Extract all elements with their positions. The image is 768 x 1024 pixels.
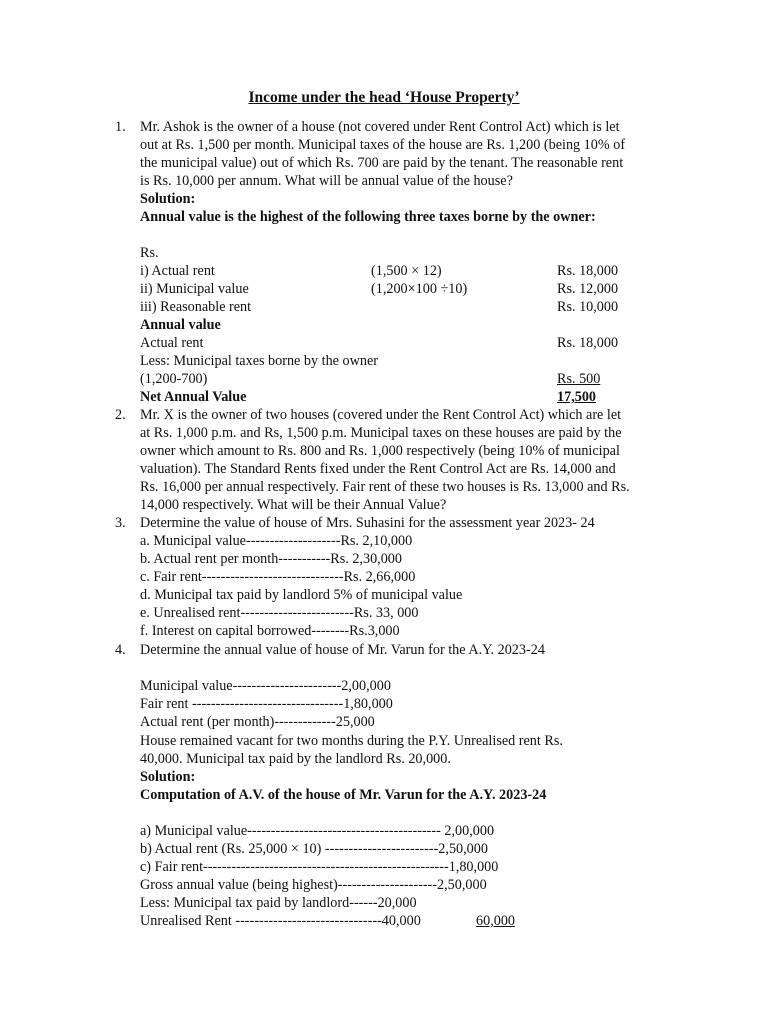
q4-comp-line: Unrealised Rent -------------------------------40,000 xyxy=(140,913,421,929)
q1-nav-label: Net Annual Value xyxy=(140,389,247,405)
q2-text-line: valuation). The Standard Rents fixed under the Rent Control Act are Rs. 14,000 and xyxy=(140,461,616,477)
q4-comp-line: c) Fair rent----------------------------------------------------1,80,000 xyxy=(140,859,499,875)
q1-row-calc: (1,200×100 ÷10) xyxy=(371,281,468,297)
q4-total: 60,000 xyxy=(476,913,516,929)
q1-less-calc: (1,200-700) xyxy=(140,371,208,387)
q4-computation-title: Computation of A.V. of the house of Mr. Varun for the A.Y. 2023-24 xyxy=(140,787,547,803)
q1-row-label: i) Actual rent xyxy=(140,263,215,279)
q3-text-line: Determine the value of house of Mrs. Suhasini for the assessment year 2023- 24 xyxy=(140,515,595,531)
q1-statement: Annual value is the highest of the following three taxes borne by the owner: xyxy=(140,209,596,225)
q4-solution-label: Solution: xyxy=(140,769,196,785)
q1-row-amount: Rs. 18,000 xyxy=(557,263,619,279)
q3-item: b. Actual rent per month-----------Rs. 2,30,000 xyxy=(140,551,402,567)
q4-text-line: 40,000. Municipal tax paid by the landlord Rs. 20,000. xyxy=(140,751,451,767)
q4-text-line: House remained vacant for two months during the P.Y. Unrealised rent Rs. xyxy=(140,733,563,749)
q4-text-line: Actual rent (per month)-------------25,000 xyxy=(140,714,375,730)
q1-row-amount: Rs. 12,000 xyxy=(557,281,619,297)
q1-actual-rent-label: Actual rent xyxy=(140,335,204,351)
q3-item: f. Interest on capital borrowed--------Rs.3,000 xyxy=(140,623,400,639)
q1-less-label: Less: Municipal taxes borne by the owner xyxy=(140,353,378,369)
q4-number: 4. xyxy=(115,642,126,658)
q1-actual-rent-amount: Rs. 18,000 xyxy=(557,335,619,351)
q1-text-line: out at Rs. 1,500 per month. Municipal taxes of the house are Rs. 1,200 (being 10% of xyxy=(140,137,626,153)
q2-number: 2. xyxy=(115,407,126,423)
q1-row-calc: (1,500 × 12) xyxy=(371,263,442,279)
q3-item: c. Fair rent------------------------------Rs. 2,66,000 xyxy=(140,569,416,585)
q1-text-line: the municipal value) out of which Rs. 700 are paid by the tenant. The reasonable rent xyxy=(140,155,624,171)
q4-comp-line: b) Actual rent (Rs. 25,000 × 10) ------------------------2,50,000 xyxy=(140,841,488,857)
q1-rs-header: Rs. xyxy=(140,245,159,261)
q1-row-amount: Rs. 10,000 xyxy=(557,299,619,315)
q4-text-line: Fair rent --------------------------------1,80,000 xyxy=(140,696,393,712)
q1-row-label: ii) Municipal value xyxy=(140,281,249,297)
q4-comp-line: a) Municipal value----------------------------------------- 2,00,000 xyxy=(140,823,495,839)
q3-number: 3. xyxy=(115,515,126,531)
q2-text-line: Mr. X is the owner of two houses (covered under the Rent Control Act) which are let xyxy=(140,407,622,423)
q4-text-line: Municipal value-----------------------2,00,000 xyxy=(140,678,391,694)
q1-text-line: is Rs. 10,000 per annum. What will be annual value of the house? xyxy=(140,173,513,189)
q4-comp-line: Gross annual value (being highest)---------------------2,50,000 xyxy=(140,877,487,893)
q1-text-line: Mr. Ashok is the owner of a house (not covered under Rent Control Act) which is let xyxy=(140,119,620,135)
q4-text-line: Determine the annual value of house of Mr. Varun for the A.Y. 2023-24 xyxy=(140,642,545,658)
q2-text-line: 14,000 respectively. What will be their Annual Value? xyxy=(140,497,447,513)
q1-solution-label: Solution: xyxy=(140,191,196,207)
q1-less-amount: Rs. 500 xyxy=(557,371,601,387)
q4-comp-line: Less: Municipal tax paid by landlord------20,000 xyxy=(140,895,417,911)
q3-item: d. Municipal tax paid by landlord 5% of municipal value xyxy=(140,587,463,603)
q1-row-label: iii) Reasonable rent xyxy=(140,299,252,315)
q3-item: a. Municipal value--------------------Rs. 2,10,000 xyxy=(140,533,413,549)
q1-nav-amount: 17,500 xyxy=(557,389,597,405)
q2-text-line: Rs. 16,000 per annual respectively. Fair rent of these two houses is Rs. 13,000 and Rs. xyxy=(140,479,630,495)
q1-number: 1. xyxy=(115,119,126,135)
q3-item: e. Unrealised rent------------------------Rs. 33, 000 xyxy=(140,605,419,621)
q2-text-line: owner which amount to Rs. 800 and Rs. 1,000 respectively (being 10% of municipal xyxy=(140,443,620,459)
page-title: Income under the head ‘House Property’ xyxy=(248,89,520,106)
q2-text-line: at Rs. 1,000 p.m. and Rs, 1,500 p.m. Municipal taxes on these houses are paid by the xyxy=(140,425,622,441)
q1-annual-value-label: Annual value xyxy=(140,317,221,333)
